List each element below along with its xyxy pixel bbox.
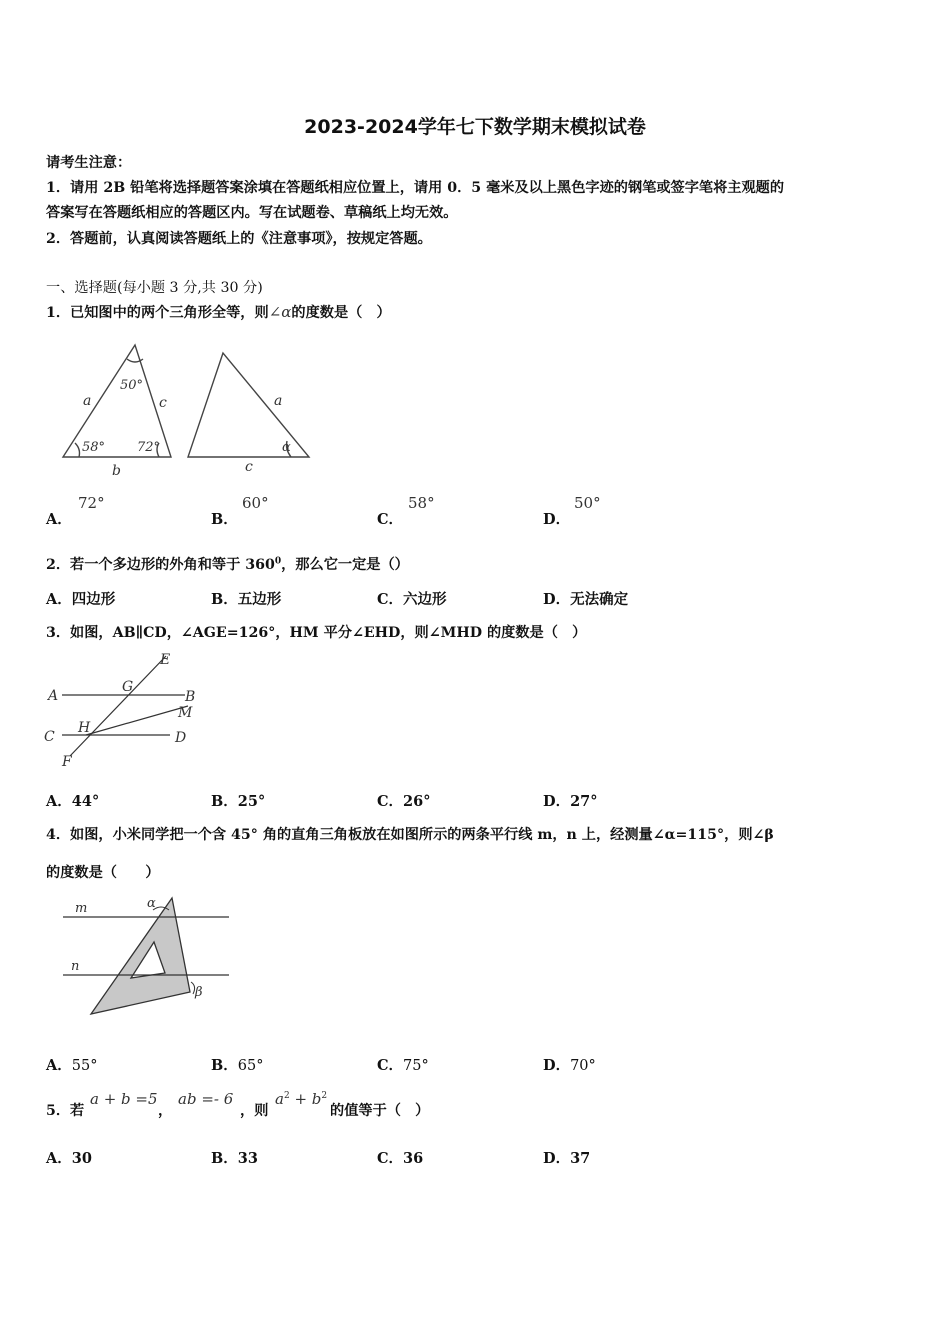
q5-option-b[interactable]: B．33 — [211, 1150, 258, 1167]
notice-line-1: 1．请用 2B 铅笔将选择题答案涂填在答题纸相应位置上，请用 0．5 毫米及以上黑色字迹的钢笔或签字笔将主观题的 — [46, 180, 785, 196]
q5-suffix: 的值等于（ ） — [330, 1103, 430, 1119]
label-f: F — [62, 754, 72, 770]
triangle-2 — [188, 353, 309, 457]
q1-option-a-value: 72° — [78, 494, 105, 512]
label-n: n — [71, 959, 80, 974]
q2-option-c[interactable]: C．六边形 — [377, 591, 447, 608]
t1-side-b: b — [112, 463, 121, 479]
label-m: m — [75, 901, 88, 916]
q2-option-d[interactable]: D．无法确定 — [543, 591, 629, 608]
q5-option-c[interactable]: C．36 — [377, 1150, 424, 1167]
page-title: 2023-2024学年七下数学期末模拟试卷 — [304, 116, 646, 138]
q3-option-d[interactable]: D．27° — [543, 793, 598, 810]
q4-option-d[interactable]: D．70° — [543, 1057, 596, 1074]
q1-text-after: 的度数是（ ） — [291, 305, 391, 321]
notice-heading: 请考生注意： — [46, 155, 132, 171]
label-m: M — [178, 705, 193, 721]
t1-right-angle: 72° — [137, 440, 161, 455]
q1-option-b[interactable]: B． — [211, 511, 238, 528]
set-square — [91, 898, 190, 1014]
q2-option-b[interactable]: B．五边形 — [211, 591, 282, 608]
q5-expr-3: $a^2 + b^2$ — [275, 1090, 328, 1108]
t1-side-a: a — [83, 393, 92, 409]
label-alpha: α — [147, 896, 156, 911]
q3-figure — [40, 648, 210, 773]
q4-figure — [55, 890, 240, 1020]
q2-option-a[interactable]: A．四边形 — [46, 591, 116, 608]
question-1 — [46, 302, 391, 322]
q1-option-c-value: 58° — [408, 494, 435, 512]
q3-option-a[interactable]: A．44° — [46, 793, 100, 810]
q5-expr-2: ab =- 6 — [178, 1090, 234, 1108]
q2-text-before: 2．若一个多边形的外角和等于 360 — [46, 557, 275, 573]
question-3: 3．如图，AB∥CD，∠AGE=126°，HM 平分∠EHD，则∠MHD 的度数是（ ） — [46, 625, 587, 641]
q3-option-c[interactable]: C．26° — [377, 793, 431, 810]
t1-side-c: c — [159, 395, 167, 411]
q1-option-c[interactable]: C． — [377, 511, 404, 528]
t1-left-angle: 58° — [82, 440, 106, 455]
label-d: D — [175, 730, 187, 746]
q1-angle-symbol: ∠α — [268, 303, 292, 321]
label-c: C — [44, 729, 55, 745]
q1-option-d[interactable]: D． — [543, 511, 571, 528]
question-4-line-2: 的度数是（ ） — [46, 865, 160, 881]
q5-expr-1: a + b =5 — [90, 1090, 158, 1108]
q5-sep-2: ，则 — [240, 1103, 269, 1119]
label-e: E — [160, 652, 171, 668]
t2-side-a: a — [274, 393, 283, 409]
label-beta: β — [195, 985, 203, 1000]
q4-option-a[interactable]: A．55° — [46, 1057, 98, 1074]
t1-top-angle: 50° — [120, 378, 144, 393]
t2-side-c: c — [245, 459, 253, 475]
q1-figure — [55, 335, 320, 480]
q1-text-before: 1．已知图中的两个三角形全等，则 — [46, 305, 269, 321]
q2-text-after: ，那么它一定是（） — [281, 557, 409, 573]
ray-hm — [86, 706, 188, 735]
q2-sup: 0 — [274, 556, 282, 567]
section-heading: 一、选择题(每小题 3 分,共 30 分) — [46, 280, 263, 296]
label-a: A — [48, 688, 59, 704]
question-4-line-1: 4．如图，小米同学把一个含 45° 角的直角三角板放在如图所示的两条平行线 m，n 上，经测量∠α=115°，则∠β — [46, 827, 774, 843]
q1-option-d-value: 50° — [574, 494, 601, 512]
q5-option-a[interactable]: A．30 — [46, 1150, 92, 1167]
q4-option-b[interactable]: B．65° — [211, 1057, 264, 1074]
q4-option-c[interactable]: C．75° — [377, 1057, 429, 1074]
notice-line-2: 答案写在答题纸相应的答题区内。写在试题卷、草稿纸上均无效。 — [46, 205, 458, 221]
q5-option-d[interactable]: D．37 — [543, 1150, 591, 1167]
q5-sep-1: ， — [158, 1103, 173, 1119]
t2-angle-alpha: α — [282, 440, 291, 455]
q5-prefix: 5．若 — [46, 1103, 85, 1119]
q1-option-a[interactable]: A． — [46, 511, 72, 528]
line-ef — [70, 656, 166, 756]
notice-line-3: 2．答题前，认真阅读答题纸上的《注意事项》，按规定答题。 — [46, 231, 432, 247]
label-b: B — [185, 689, 196, 705]
label-g: G — [122, 679, 134, 695]
q3-option-b[interactable]: B．25° — [211, 793, 266, 810]
question-2 — [46, 554, 409, 574]
q1-option-b-value: 60° — [242, 494, 269, 512]
label-h: H — [78, 720, 91, 736]
